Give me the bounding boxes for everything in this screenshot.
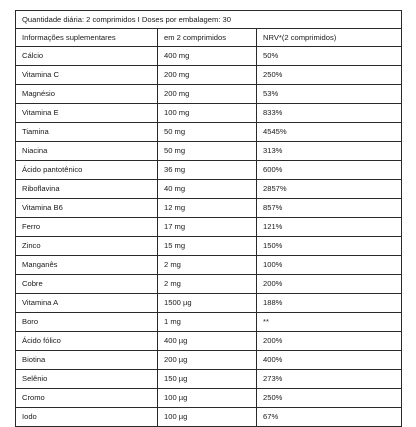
nutrient-name-cell: Vitamina C: [16, 66, 158, 85]
nutrient-name-cell: Biotina: [16, 351, 158, 370]
nutrient-name-cell: Cobre: [16, 275, 158, 294]
amount-cell: 200 mg: [158, 85, 257, 104]
table-row: [16, 294, 402, 313]
nrv-cell: 150%: [257, 237, 402, 256]
supplement-facts-table: [15, 10, 402, 427]
nutrient-name-cell: Ferro: [16, 218, 158, 237]
table-caption-row: [16, 11, 402, 29]
nutrient-name-cell: Manganês: [16, 256, 158, 275]
nrv-cell: 600%: [257, 161, 402, 180]
nrv-cell: **: [257, 313, 402, 332]
amount-cell: 2 mg: [158, 275, 257, 294]
table-row: [16, 85, 402, 104]
table-row: [16, 104, 402, 123]
amount-cell: 100 µg: [158, 408, 257, 427]
amount-cell: 2 mg: [158, 256, 257, 275]
amount-cell: 1500 µg: [158, 294, 257, 313]
nutrient-name-cell: Magnésio: [16, 85, 158, 104]
amount-cell: 400 mg: [158, 47, 257, 66]
table-row: [16, 161, 402, 180]
amount-cell: 400 µg: [158, 332, 257, 351]
nrv-cell: 100%: [257, 256, 402, 275]
table-row: [16, 408, 402, 427]
nutrient-name-cell: Cálcio: [16, 47, 158, 66]
table-header-row: [16, 29, 402, 47]
amount-cell: 200 µg: [158, 351, 257, 370]
nrv-cell: 250%: [257, 389, 402, 408]
nrv-cell: 4545%: [257, 123, 402, 142]
table-row: [16, 47, 402, 66]
nrv-cell: 400%: [257, 351, 402, 370]
nutrient-name-cell: Boro: [16, 313, 158, 332]
table-row: [16, 332, 402, 351]
table-row: [16, 142, 402, 161]
nutrient-name-cell: Ácido fólico: [16, 332, 158, 351]
table-row: [16, 199, 402, 218]
nutrient-name-cell: Cromo: [16, 389, 158, 408]
nrv-cell: 67%: [257, 408, 402, 427]
header-per-2-tablets: em 2 comprimidos: [158, 29, 257, 47]
nrv-cell: 250%: [257, 66, 402, 85]
nrv-cell: 121%: [257, 218, 402, 237]
table-caption: Quantidade diária: 2 comprimidos I Doses por embalagem: 30: [16, 11, 402, 29]
nrv-cell: 273%: [257, 370, 402, 389]
nutrient-name-cell: Zinco: [16, 237, 158, 256]
table-row: [16, 275, 402, 294]
nrv-cell: 313%: [257, 142, 402, 161]
nrv-cell: 188%: [257, 294, 402, 313]
header-supplement-info: Informações suplementares: [16, 29, 158, 47]
nrv-cell: 53%: [257, 85, 402, 104]
amount-cell: 100 mg: [158, 104, 257, 123]
nutrient-name-cell: Riboflavina: [16, 180, 158, 199]
amount-cell: 50 mg: [158, 123, 257, 142]
table-row: [16, 123, 402, 142]
nrv-cell: 50%: [257, 47, 402, 66]
amount-cell: 36 mg: [158, 161, 257, 180]
table-row: [16, 66, 402, 85]
nutrient-name-cell: Ácido pantotênico: [16, 161, 158, 180]
nutrient-name-cell: Vitamina E: [16, 104, 158, 123]
table-row: [16, 180, 402, 199]
amount-cell: 1 mg: [158, 313, 257, 332]
nutrient-name-cell: Vitamina A: [16, 294, 158, 313]
nrv-cell: 200%: [257, 275, 402, 294]
table-body: [16, 11, 402, 427]
table-row: [16, 256, 402, 275]
nutrient-name-cell: Iodo: [16, 408, 158, 427]
table-row: [16, 370, 402, 389]
nrv-cell: 2857%: [257, 180, 402, 199]
amount-cell: 40 mg: [158, 180, 257, 199]
nutrient-name-cell: Selênio: [16, 370, 158, 389]
table-row: [16, 218, 402, 237]
amount-cell: 100 µg: [158, 389, 257, 408]
amount-cell: 50 mg: [158, 142, 257, 161]
table-row: [16, 389, 402, 408]
nrv-cell: 200%: [257, 332, 402, 351]
table-row: [16, 237, 402, 256]
nrv-cell: 833%: [257, 104, 402, 123]
table-row: [16, 313, 402, 332]
amount-cell: 200 mg: [158, 66, 257, 85]
nrv-cell: 857%: [257, 199, 402, 218]
table-row: [16, 351, 402, 370]
amount-cell: 150 µg: [158, 370, 257, 389]
nutrient-name-cell: Tiamina: [16, 123, 158, 142]
amount-cell: 15 mg: [158, 237, 257, 256]
nutrient-name-cell: Vitamina B6: [16, 199, 158, 218]
amount-cell: 17 mg: [158, 218, 257, 237]
amount-cell: 12 mg: [158, 199, 257, 218]
header-nrv: NRV*(2 comprimidos): [257, 29, 402, 47]
nutrient-name-cell: Niacina: [16, 142, 158, 161]
